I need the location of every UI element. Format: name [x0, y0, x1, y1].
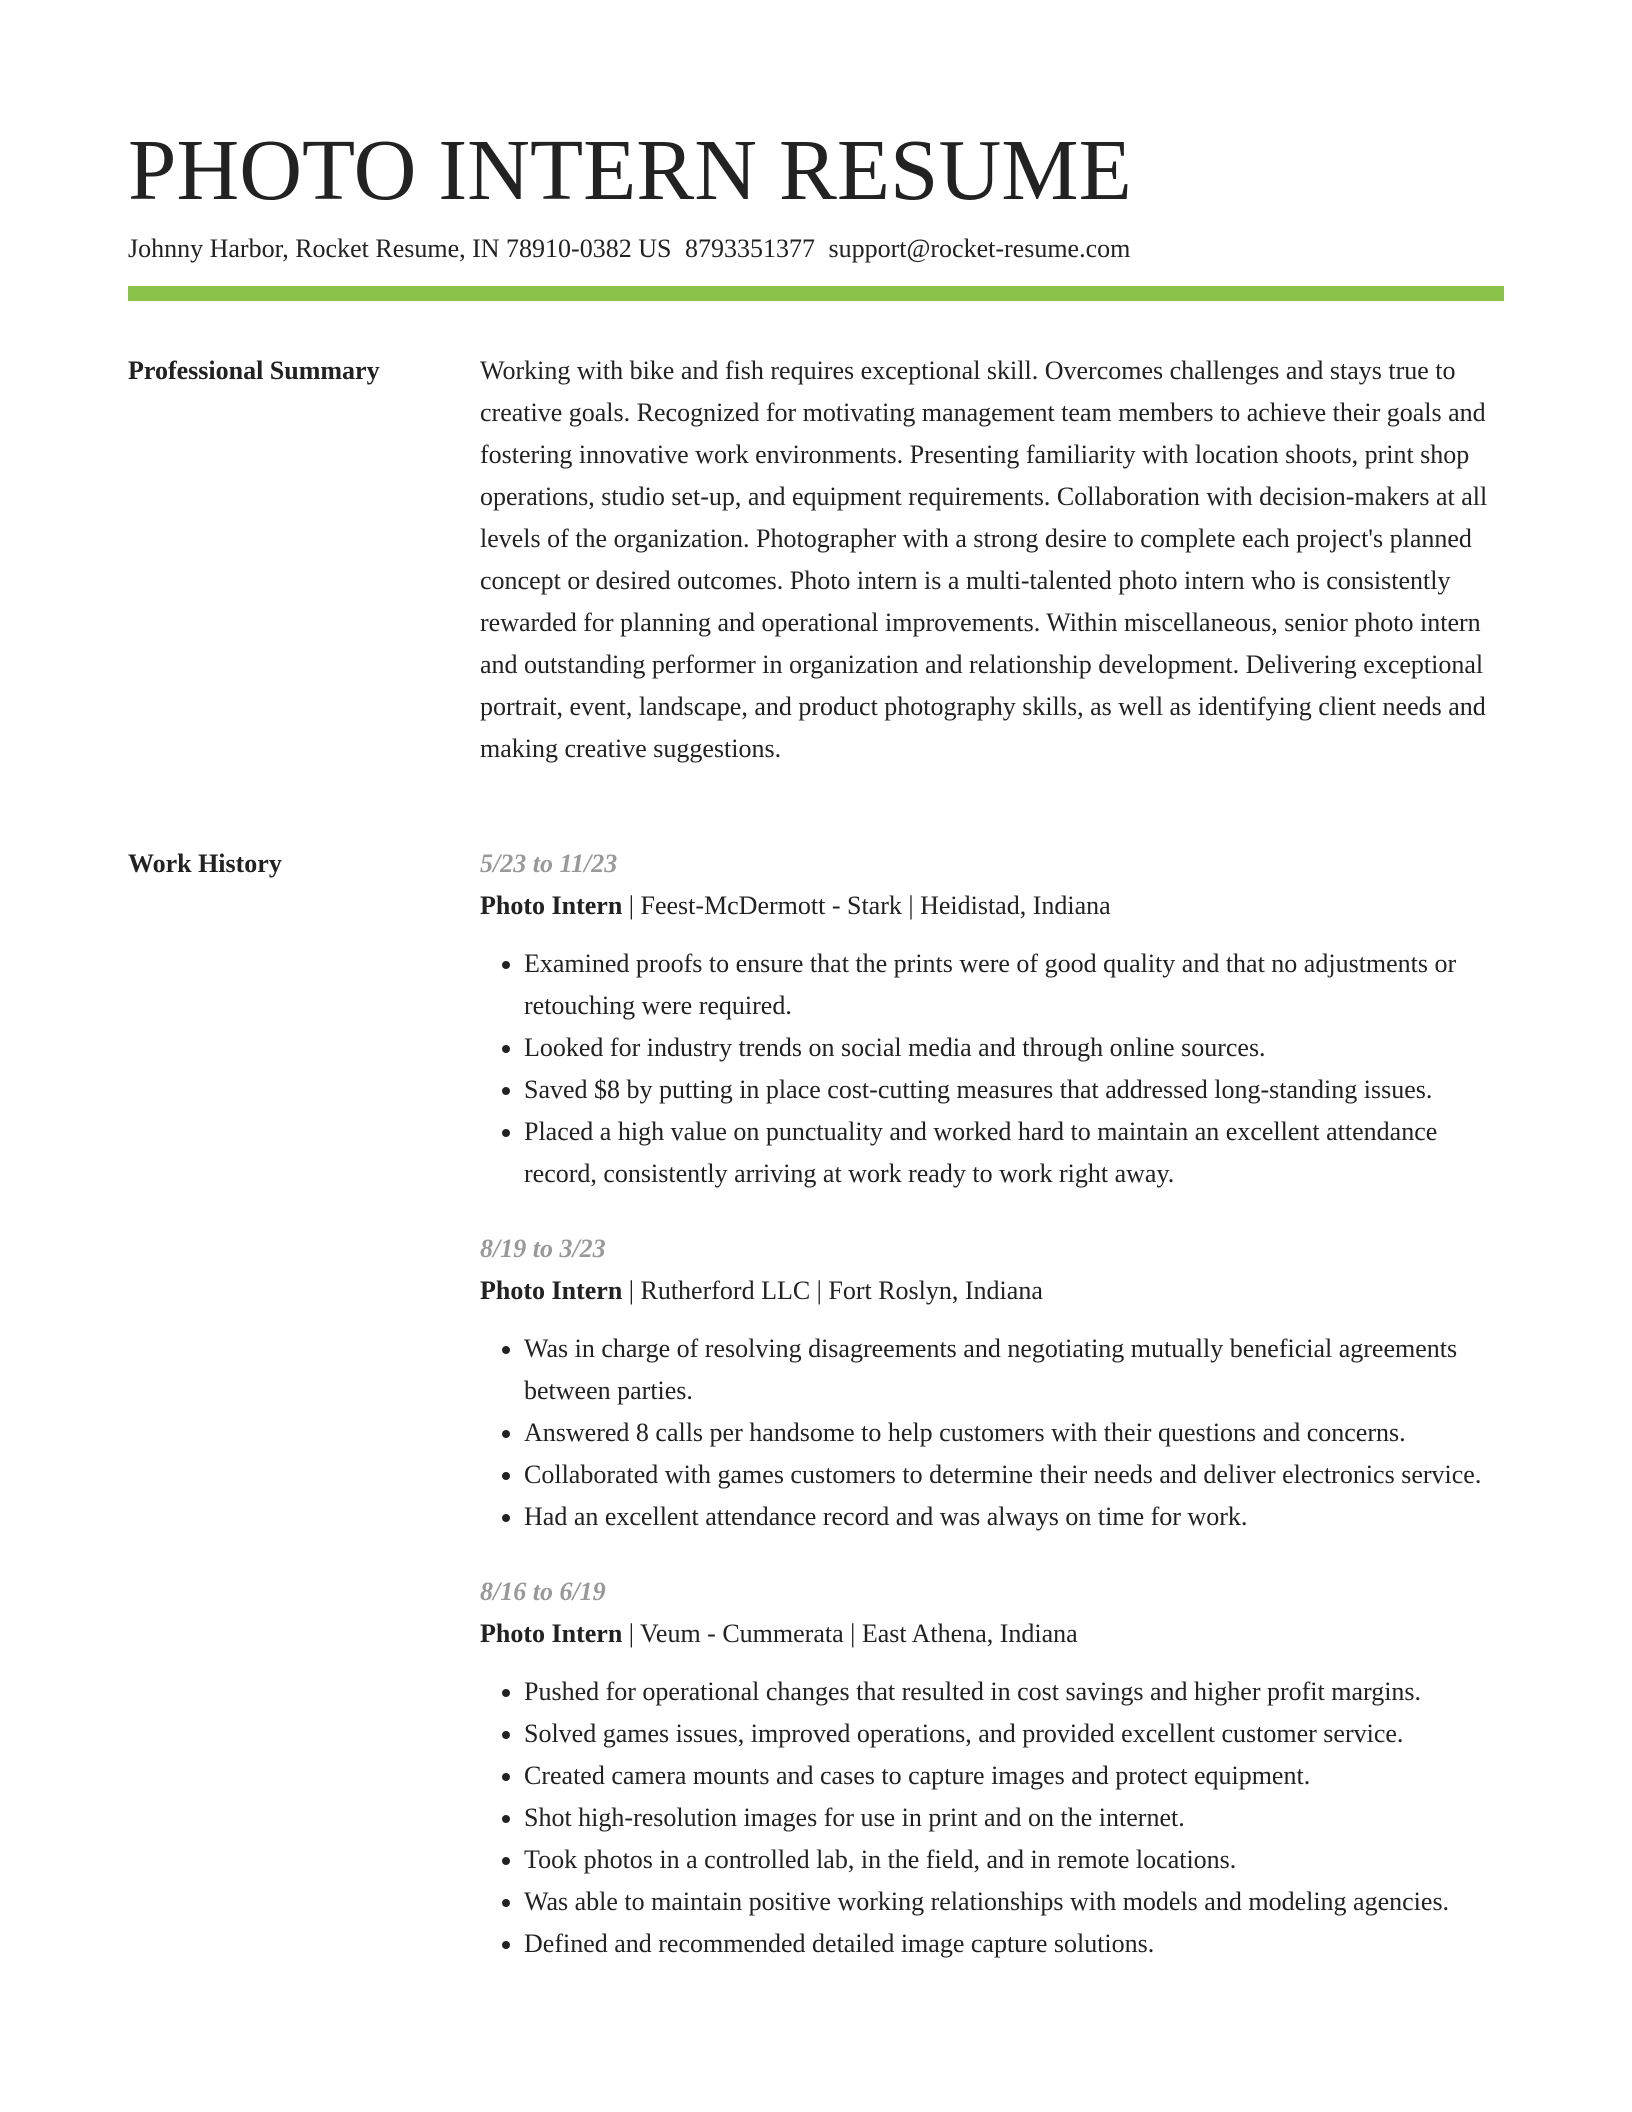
contact-name-address: Johnny Harbor, Rocket Resume, IN 78910-0382 US [128, 234, 672, 263]
job-bullet-list [480, 1671, 1504, 1965]
list-item: • Collaborated with games customers to determine their needs and deliver electronics service. [524, 1454, 1504, 1496]
list-item: • Saved $8 by putting in place cost-cutting measures that addressed long-standing issues. [524, 1069, 1504, 1111]
resume-title: PHOTO INTERN RESUME [128, 121, 1132, 218]
summary-body [480, 350, 1504, 770]
section-label-summary: Professional Summary [128, 356, 380, 385]
job-heading [480, 885, 1504, 927]
list-item: • Looked for industry trends on social media and through online sources. [524, 1027, 1504, 1069]
job-company-location: | Feest-McDermott - Stark | Heidistad, Indiana [622, 891, 1111, 920]
list-item: • Shot high-resolution images for use in print and on the internet. [524, 1797, 1504, 1839]
job-entry [480, 843, 1504, 1195]
list-item: • Solved games issues, improved operations, and provided excellent customer service. [524, 1713, 1504, 1755]
summary-text: Working with bike and fish requires exceptional skill. Overcomes challenges and stays true to creative goals. Recognized for motivating management team members to achieve their goals and fostering innovative work environments. Presenting familiarity with location shoots, print shop operations, studio set-up, and equipment requirements. Collaboration with decision-makers at all levels of the organization. Photographer with a strong desire to complete each project's planned concept or desired outcomes. Photo intern is a multi-talented photo intern who is consistently rewarded for planning and operational improvements. Within miscellaneous, senior photo intern and outstanding performer in organization and relationship development. Delivering exceptional portrait, event, landscape, and product photography skills, as well as identifying client needs and making creative suggestions. [480, 356, 1488, 763]
job-title: Photo Intern [480, 1276, 623, 1305]
header-divider [128, 286, 1504, 301]
list-item: • Examined proofs to ensure that the prints were of good quality and that no adjustments or retouching were required. [524, 943, 1504, 1027]
contact-line [128, 230, 1130, 268]
list-item: • Created camera mounts and cases to capture images and protect equipment. [524, 1755, 1504, 1797]
list-item: • Was in charge of resolving disagreements and negotiating mutually beneficial agreements between parties. [524, 1328, 1504, 1412]
job-bullet-list [480, 943, 1504, 1195]
job-title: Photo Intern [480, 1619, 623, 1648]
work-history-list [480, 843, 1504, 1998]
contact-phone: 8793351377 [684, 234, 815, 263]
job-heading [480, 1270, 1504, 1312]
job-dates: 8/16 to 6/19 [480, 1577, 606, 1606]
list-item: • Placed a high value on punctuality and worked hard to maintain an excellent attendance record, consistently arriving at work ready to work right away. [524, 1111, 1504, 1195]
job-dates: 5/23 to 11/23 [480, 849, 618, 878]
list-item: • Was able to maintain positive working relationships with models and modeling agencies. [524, 1881, 1504, 1923]
job-company-location: | Veum - Cummerata | East Athena, Indiana [622, 1619, 1078, 1648]
job-entry [480, 1571, 1504, 1965]
contact-email: support@rocket-resume.com [828, 234, 1131, 263]
job-heading [480, 1613, 1504, 1655]
job-entry [480, 1228, 1504, 1538]
list-item: • Pushed for operational changes that resulted in cost savings and higher profit margins. [524, 1671, 1504, 1713]
job-company-location: | Rutherford LLC | Fort Roslyn, Indiana [622, 1276, 1043, 1305]
job-title: Photo Intern [480, 891, 623, 920]
job-bullet-list [480, 1328, 1504, 1538]
list-item: • Defined and recommended detailed image capture solutions. [524, 1923, 1504, 1965]
list-item: • Took photos in a controlled lab, in the field, and in remote locations. [524, 1839, 1504, 1881]
section-label-work-history: Work History [128, 849, 282, 878]
job-dates: 8/19 to 3/23 [480, 1234, 606, 1263]
list-item: • Had an excellent attendance record and was always on time for work. [524, 1496, 1504, 1538]
list-item: • Answered 8 calls per handsome to help customers with their questions and concerns. [524, 1412, 1504, 1454]
